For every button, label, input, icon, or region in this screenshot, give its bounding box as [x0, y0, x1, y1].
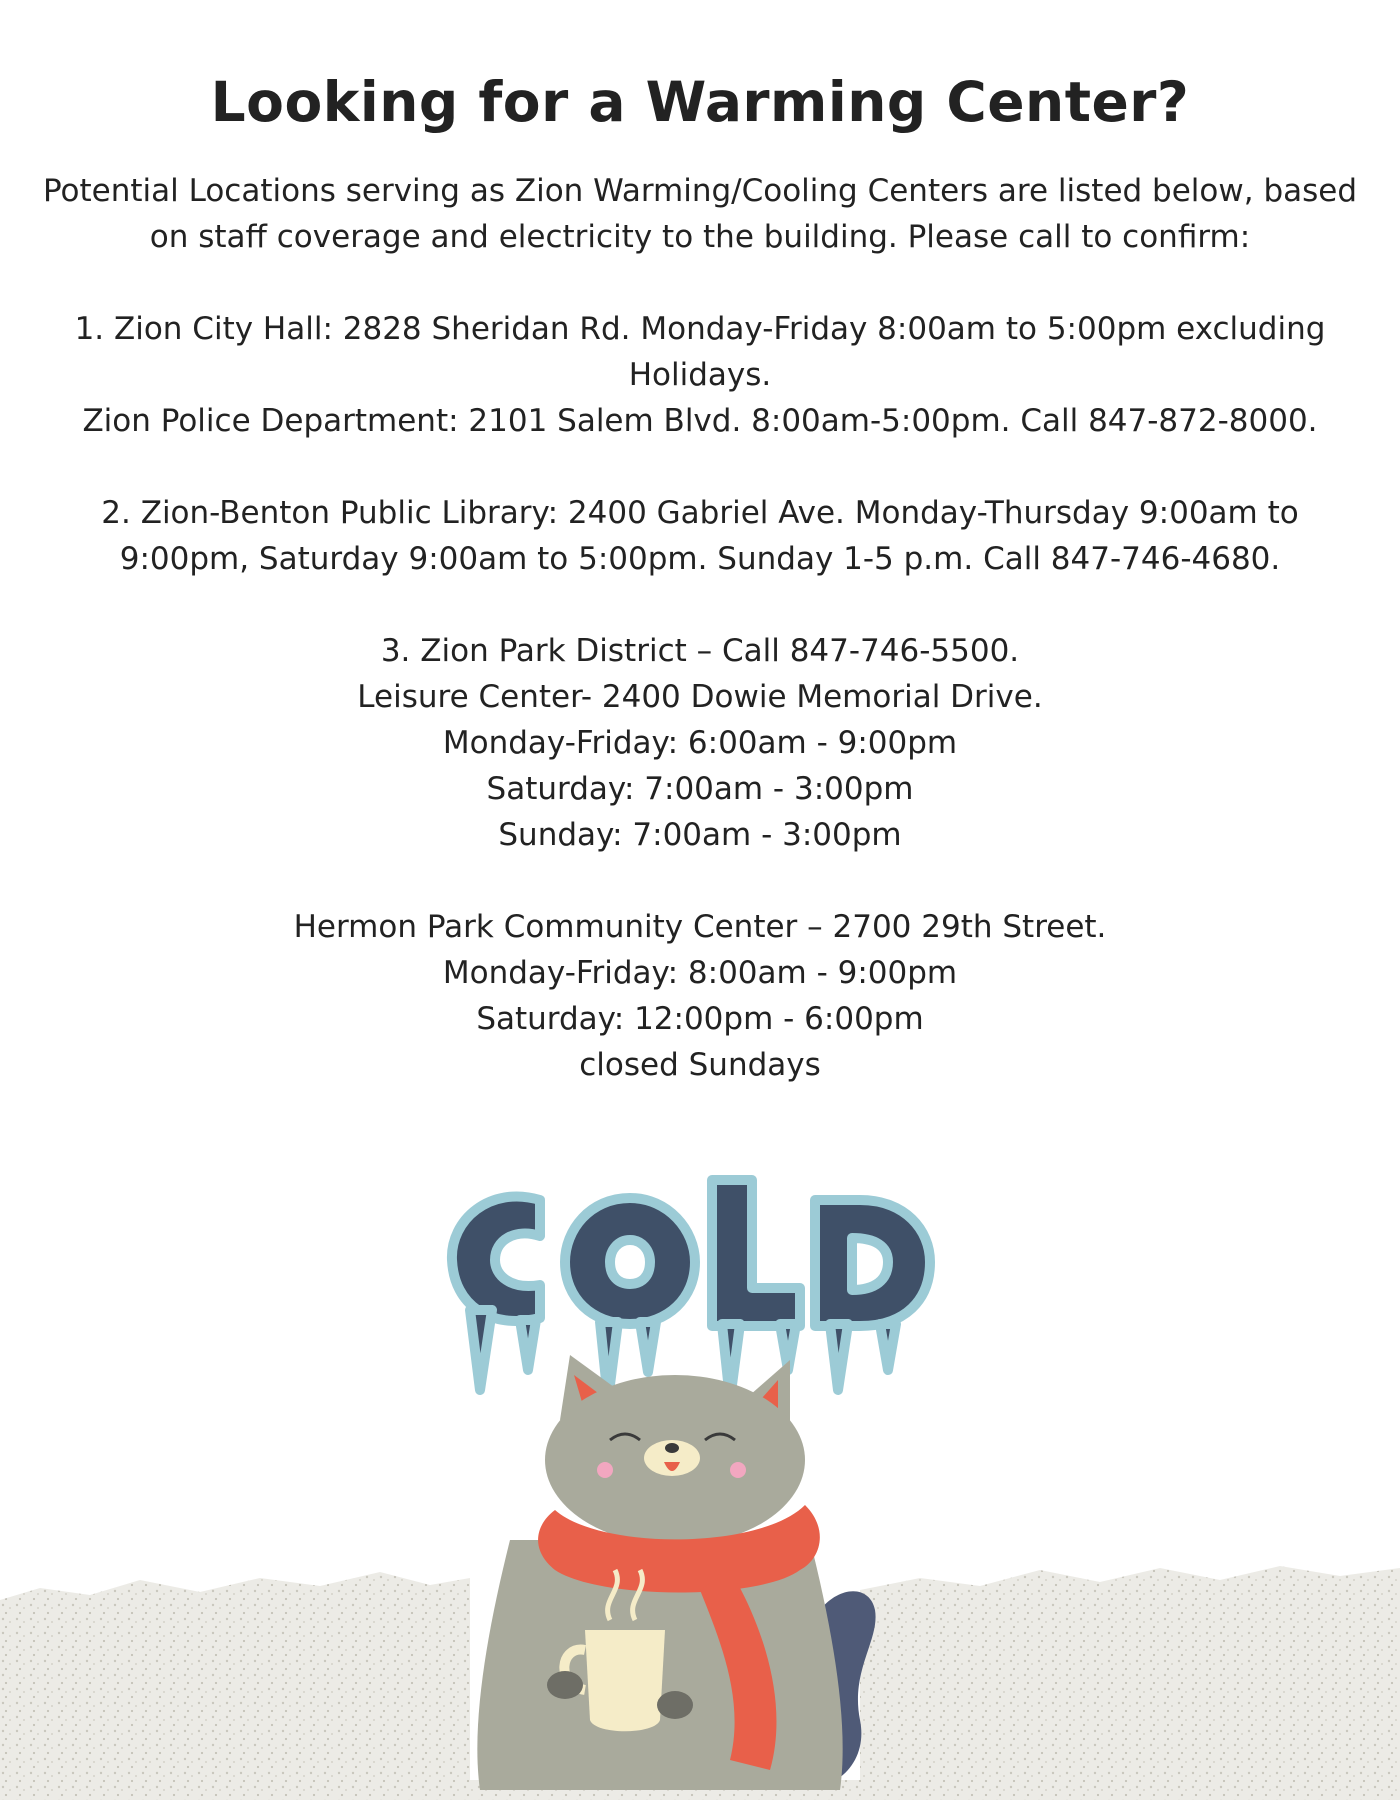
hermon-park-sunday: closed Sundays [579, 1047, 821, 1083]
city-hall-line-1: 1. Zion City Hall: 2828 Sheridan Rd. Monday-Friday 8:00am to 5:00pm excluding [74, 311, 1326, 347]
hermon-park-name: Hermon Park Community Center – 2700 29th Street. [293, 909, 1107, 945]
leisure-center-saturday: Saturday: 7:00am - 3:00pm [486, 771, 914, 807]
spacer [0, 444, 1400, 490]
intro-line-1: Potential Locations serving as Zion Warming/Cooling Centers are listed below, based [42, 173, 1358, 209]
city-hall-line-2: Holidays. [628, 357, 772, 393]
warming-center-list [0, 168, 1400, 1088]
cold-cat-illustration [0, 1140, 1400, 1800]
police-department-line: Zion Police Department: 2101 Salem Blvd. 8:00am-5:00pm. Call 847-872-8000. [82, 403, 1318, 439]
cat-head [545, 1355, 805, 1545]
library-line-2: 9:00pm, Saturday 9:00am to 5:00pm. Sunday 1-5 p.m. Call 847-746-4680. [119, 541, 1281, 577]
leisure-center-name: Leisure Center- 2400 Dowie Memorial Drive. [357, 679, 1043, 715]
snow-ground [0, 1572, 470, 1800]
leisure-center-sunday: Sunday: 7:00am - 3:00pm [498, 817, 902, 853]
hermon-park-saturday: Saturday: 12:00pm - 6:00pm [476, 1001, 924, 1037]
intro-line-2: on staff coverage and electricity to the building. Please call to confirm: [149, 219, 1251, 255]
spacer [0, 260, 1400, 306]
spacer [0, 858, 1400, 904]
park-district-heading: 3. Zion Park District – Call 847-746-5500. [380, 633, 1020, 669]
hermon-park-weekdays: Monday-Friday: 8:00am - 9:00pm [442, 955, 958, 991]
leisure-center-weekdays: Monday-Friday: 6:00am - 9:00pm [442, 725, 958, 761]
spacer [0, 582, 1400, 628]
page-title: Looking for a Warming Center? [210, 70, 1190, 134]
snow-ground [860, 1566, 1400, 1800]
cold-lettering [452, 1180, 930, 1400]
library-line-1: 2. Zion-Benton Public Library: 2400 Gabriel Ave. Monday-Thursday 9:00am to [101, 495, 1299, 531]
